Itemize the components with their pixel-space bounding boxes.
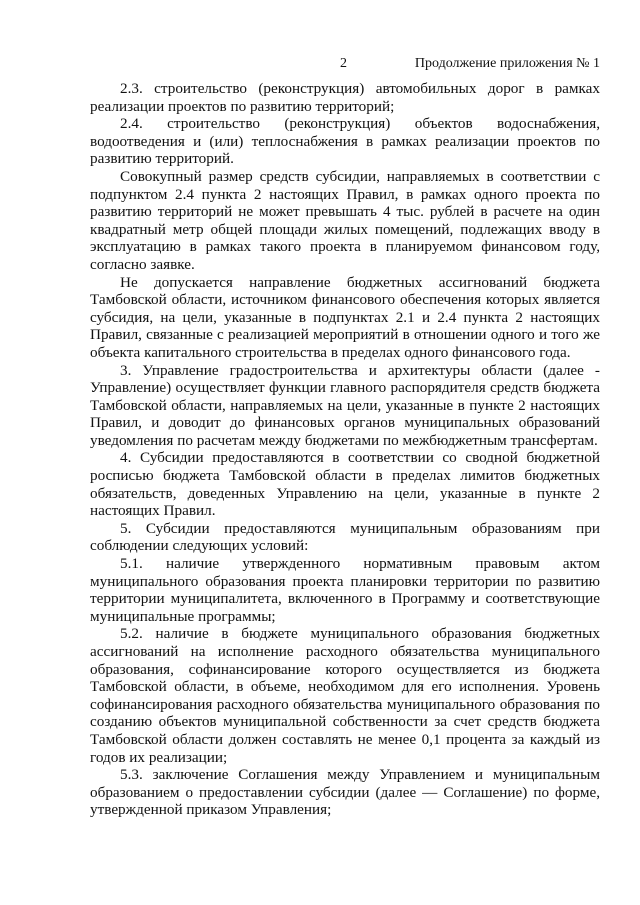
paragraph-5-3: 5.3. заключение Соглашения между Управлением и муниципальным образованием о предоставлении субсидии (далее — Соглашение) по форме, утвержденной приказом Управления; xyxy=(90,766,600,819)
paragraph-4: 4. Субсидии предоставляются в соответствии со сводной бюджетной росписью бюджета Тамбовской области в пределах лимитов бюджетных обязательств, доведенных Управлению на цели, указанные в пункте 2 настоящих Правил. xyxy=(90,449,600,520)
paragraph-3: 3. Управление градостроительства и архитектуры области (далее - Управление) осуществляет функции главного распорядителя средств бюджета Тамбовской области, направляемых на цели, указанные в пункте 2 настоящих Правил, и доводит до финансовых органов муниципальных образований уведомления по расчетам между бюджетами по межбюджетным трансфертам. xyxy=(90,361,600,449)
paragraph-5: 5. Субсидии предоставляются муниципальным образованиям при соблюдении следующих условий: xyxy=(90,519,600,555)
page-header xyxy=(90,56,600,76)
page-number: 2 xyxy=(340,56,347,71)
paragraph-5-2: 5.2. наличие в бюджете муниципального образования бюджетных ассигнований на исполнение расходного обязательства муниципального образования, софинансирование которого осуществляется из бюджета Тамбовской области, в объеме, необходимом для его исполнения. Уровень софинансирования расходного обязательства муниципального образования по созданию объектов муниципальной собственности за счет средств бюджета Тамбовской области должен составлять не менее 0,1 процента за каждый из годов их реализации; xyxy=(90,625,600,766)
document-body xyxy=(90,80,600,819)
paragraph-2-3: 2.3. строительство (реконструкция) автомобильных дорог в рамках реализации проектов по развитию территорий; xyxy=(90,80,600,115)
paragraph-subsidy-limit: Совокупный размер средств субсидии, направляемых в соответствии с подпунктом 2.4 пункта 2 настоящих Правил, в рамках одного проекта по развитию территорий не может превышать 4 тыс. рублей в расчете на один квадратный метр общей площади жилых помещений, подлежащих вводу в эксплуатацию в рамках такого проекта в планируемом финансовом году, согласно заявке. xyxy=(90,167,600,273)
paragraph-2-4: 2.4. строительство (реконструкция) объектов водоснабжения, водоотведения и (или) теплоснабжения в рамках реализации проектов по развитию территорий. xyxy=(90,115,600,168)
paragraph-5-1: 5.1. наличие утвержденного нормативным правовым актом муниципального образования проекта планировки территории по развитию территории муниципалитета, включенного в Программу и соответствующие муниципальные программы; xyxy=(90,555,600,625)
continuation-note: Продолжение приложения № 1 xyxy=(414,56,600,71)
paragraph-not-allowed: Не допускается направление бюджетных ассигнований бюджета Тамбовской области, источником финансового обеспечения которых является субсидия, на цели, указанные в подпунктах 2.1 и 2.4 пункта 2 настоящих Правил, связанные с реализацией мероприятий в отношении одного и того же объекта капитального строительства в пределах одного финансового года. xyxy=(90,273,600,361)
